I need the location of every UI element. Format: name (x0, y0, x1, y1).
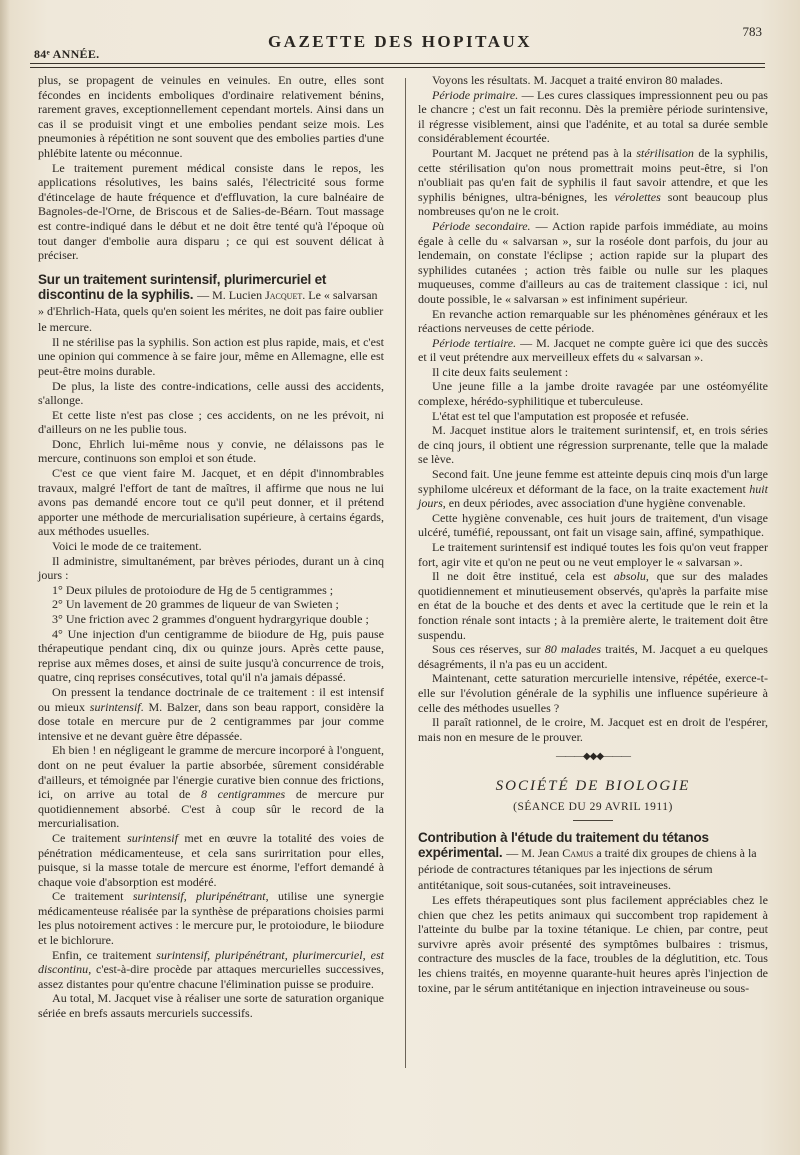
society-session-date: (SÉANCE DU 29 AVRIL 1911) (513, 800, 673, 813)
paragraph: L'état est tel que l'amputation est proposée et refusée. (432, 408, 689, 423)
text-run: Eh bien ! en négligeant le gramme de mercure incorporé à l'onguent, dont on ne peut évaluer la partie absorbée, sûrement considérable d'ailleurs, et témoignée par l'énergie curative bien connue des frictions, ici, on arrive au total de (38, 743, 384, 802)
paragraph: Maintenant, cette saturation mercurielle intensive, répétée, exerce-t-elle sur l'évolution générale de la syphilis une influence supérieure à celle des méthodes usuelles ? (418, 671, 768, 715)
journal-title: GAZETTE DES HOPITAUX (267, 32, 533, 51)
text-run: — Action rapide parfois immédiate, au moins égale à celle du « salvarsan », sur la roséole dont parfois, du jour au lendemain, on constate l'éclipse ; action rapide sur la plupart des syphilides cutanées ; action très faible ou nulle sur les plaques muqueuses, comme d'ailleurs au cas de traitement classique : ici, nul doute possible, le « salvarsan » est infiniment supérieur. (418, 218, 768, 306)
paragraph (418, 336, 768, 365)
page-number: 783 (742, 24, 762, 39)
emphasis: 80 malades (544, 642, 602, 657)
text-run: de la syphilis, cette stérilisation qu'on nous promettrait moins peut-être, si l'on n'oubliait pas qu'en fait de syphilis il faut savoir attendre, et que les syphilis bénignes, ultra-bénignes, les (418, 145, 768, 204)
paragraph: Au total, M. Jacquet vise à réaliser une sorte de saturation organique sériée en brefs assauts mercuriels successifs. (38, 991, 384, 1021)
paragraph: plus, se propagent de veinules en veinules. En outre, elles sont fécondes en incidents emboliques d'ordinaire relativement bénins, rarement graves, exceptionnellement cependant mortels. Ainsi dans un cas il se produisit vingt et une embolies pendant seize mois. Les pneumonies à répétition ne sont souvent que des embolies parties d'une phlébite latente ou méconnue. (38, 73, 384, 160)
text-run: , en deux périodes, avec association d'une hygiène convenable. (442, 496, 746, 511)
text-run: , que sur des malades quotidiennement et minutieusement observés, qu'après la parfaite mise en état de la bouche et des dents et avec la certitude que le rein et la fonction rénale sont intacts ; à la première alerte, le traitement doit être suspendu. (418, 569, 768, 642)
text-run: On pressent la tendance doctrinale de ce traitement : il est intensif ou mieux (38, 684, 384, 714)
article-author: M. Lucien (212, 287, 263, 302)
emphasis: vérolettes (614, 189, 661, 204)
text-run: Pourtant M. Jacquet ne prétend pas à la (432, 145, 637, 160)
text-run: Second fait. Une jeune femme est atteinte depuis cinq mois d'un large syphilome ulcéreux et déformant de la face, on la traite exactement (418, 467, 768, 496)
article-title: Contribution à l'étude du traitement du tétanos expérimental. (418, 830, 709, 861)
paragraph: Une jeune fille a la jambe droite ravagée par une ostéomyélite complexe, hérédo-syphilitique et tuberculeuse. (418, 379, 768, 409)
article-author-surname: Jacquet (265, 287, 303, 302)
paragraph: Il administre, simultanément, par brèves périodes, durant un à cinq jours : (38, 553, 384, 583)
paragraph (418, 467, 768, 511)
paragraph: Il paraît rationnel, de le croire, M. Jacquet est en droit de l'espérer, mais non en mesure de le prouver. (418, 715, 768, 744)
text-run: — Les cures classiques impressionnent peu ou pas le chancre ; c'est un fait reconnu. Dès la première période surintensive, il régresse visiblement, ainsi que l'adénite, et au total sa durée semble considérablement écourtée. (418, 87, 768, 146)
list-item: 1° Deux pilules de protoiodure de Hg de 5 centigrammes ; (52, 582, 334, 597)
paragraph (418, 569, 768, 642)
header-rule-bottom (30, 67, 765, 68)
header-rule-top (30, 63, 765, 64)
list-item: 3° Une friction avec 2 grammes d'onguent hydrargyrique double ; (52, 612, 369, 626)
section-short-rule (573, 820, 613, 821)
volume-year: 84ᵉ ANNÉE. (34, 47, 100, 61)
text-run: , c'est-à-dire procède par attaques mercurielles successives, assez distantes pour qu'entre chacune l'élimination puisse se produire. (38, 962, 384, 991)
section-ornament: ———◆◆◆——— (555, 751, 631, 763)
subheading: Période secondaire. (432, 218, 531, 233)
paragraph (38, 685, 384, 743)
paragraph (418, 88, 768, 146)
emphasis: 8 centigrammes (201, 787, 286, 802)
text-run: Sous ces réserves, sur (432, 642, 545, 657)
paragraph: Et cette liste n'est pas close ; ces accidents, on ne les prévoit, ni d'ailleurs on ne les publie tous. (38, 407, 384, 437)
text-run: — M. Jacquet ne compte guère ici que des succès et il veut prétendre aux merveilleux effets du « salvarsan ». (418, 335, 768, 365)
emphasis: absolu (613, 569, 646, 584)
article-title: Sur un traitement surintensif, plurimercuriel et discontinu de la syphilis. (38, 271, 327, 302)
article-heading: Contribution à l'étude du traitement du tétanos expérimental. — M. Jean Camus a traité dix groupes de chiens à la période de contractures tétaniques par les injections de sérum antitétanique, soit sous-cutanées, soit intraveineuses. (418, 830, 757, 893)
emphasis: huit jours (418, 481, 768, 511)
text-run: , utilise une synergie médicamenteuse réalisée par la synthèse de préparations choisies parmi les plus notoirement actives : le mercure pur, le protoiodure, le biiodure et le bichlorure. (38, 889, 385, 948)
text-run: Ce traitement (52, 830, 128, 845)
paragraph (418, 146, 768, 219)
paragraph: Il ne stérilise pas la syphilis. Son action est plus rapide, mais, et c'est une opinion qui commence à se faire jour, même en Allemagne, elle est peut-être moins durable. (38, 334, 384, 378)
paragraph: Donc, Ehrlich lui-même nous y convie, ne délaissons pas le mercure, continuons son emploi et son étude. (38, 436, 384, 466)
paragraph: Les effets thérapeutiques sont plus facilement appréciables chez le chien que chez les petits animaux qui succombent trop rapidement à l'atteinte du bulbe par la toxine tétanique. Le chien, par contre, peut survivre après avoir présenté des symptômes bulbaires : trismus, contracture des muscles de la face, troubles de la déglutition, etc. Tous les chiens traités, en moyenne quarante-huit heures après l'injection de toxine, par le sérum antitétanique en injection intraveineuse ou sous- (418, 893, 768, 995)
emphasis: surintensif, pluripénétrant (132, 889, 266, 904)
paragraph (38, 889, 384, 947)
article-lead: . Le « salvarsan » d'Ehrlich-Hata, quels qu'en soient les mérites, ne doit pas faire oublier le mercure. (38, 287, 384, 334)
society-section-title: SOCIÉTÉ DE BIOLOGIE (495, 777, 691, 794)
text-run: Ce traitement (52, 889, 133, 904)
emphasis: stérilisation (636, 145, 694, 160)
page-spine-shadow (0, 0, 10, 1155)
text-run: Il ne doit être institué, cela est (432, 569, 614, 584)
text-run: Enfin, ce traitement (52, 947, 157, 962)
paragraph: Cette hygiène convenable, ces huit jours de traitement, d'un visage ulcéré, tuméfié, repoussant, ont fait un visage sain, affiné, sympathique. (418, 510, 768, 540)
subheading: Période tertiaire. (432, 335, 517, 350)
paragraph: C'est ce que vient faire M. Jacquet, et en dépit d'innombrables travaux, malgré l'effort de tant de maîtres, il affirme que nous ne lui avons pas demandé encore tout ce qu'il peut donner, et il prétend apporter une méthode de mercurialisation supérieure, à certains égards, aux méthodes usuelles. (38, 466, 384, 539)
paragraph: Le traitement purement médical consiste dans le repos, les applications résolutives, les bains salés, l'électricité sous forme d'étincelage de haute fréquence et d'effluvation, la cure balnéaire de Bagnoles-de-l'Orne, de Briscous et de Salies-de-Béarn. Tout massage est contre-indiqué dans le début et ne doit être tenté qu'à l'époque où tout danger d'embolie aura disparu ; ce qui est souvent délicat à préciser. (38, 160, 384, 263)
paragraph (418, 219, 768, 307)
paragraph: Voyons les résultats. M. Jacquet a traité environ 80 malades. (432, 73, 723, 87)
text-run: . M. Balzer, dans son beau rapport, considère la dose totale en mercure pur de 2 centigrammes par jour comme intensive et ne devant guère être dépassée. (38, 699, 384, 743)
paragraph (418, 642, 768, 671)
paragraph (38, 948, 384, 992)
article-author-surname: Camus (562, 846, 594, 861)
article-author: M. Jean (521, 846, 560, 861)
subheading: Période primaire. (432, 87, 519, 102)
paragraph: Voici le mode de ce traitement. (52, 539, 202, 554)
paragraph: De plus, la liste des contre-indications, celle aussi des accidents, s'allonge. (38, 378, 384, 408)
list-item: 4° Une injection d'un centigramme de biiodure de Hg, puis pause thérapeutique pendant cinq, dix ou quinze jours. Après cette pause, reprise aux mêmes doses, et ainsi de suite jusqu'à concurrence de trois, quatre, cinq reprises consécutives, total qu'il n'a jamais dépassé. (38, 626, 384, 685)
paragraph: Le traitement surintensif est indiqué toutes les fois qu'on veut frapper fort, agir vite et qu'on ne peut ou ne veut employer le « salvarsan ». (418, 540, 768, 569)
paragraph (38, 831, 384, 889)
text-run: de mercure pur quotidiennement absorbé. C'est à coup sûr le record de la mercurialisation. (38, 787, 384, 831)
paragraph: En revanche action remarquable sur les phénomènes généraux et les réactions nerveuses de cette période. (418, 306, 768, 336)
paragraph (38, 743, 384, 831)
right-column (418, 73, 768, 995)
article-heading: Sur un traitement surintensif, plurimercuriel et discontinu de la syphilis. — M. Lucien Jacquet. Le « salvarsan » d'Ehrlich-Hata, quels qu'en soient les mérites, ne doit pas faire oublier le mercure. (38, 271, 384, 334)
emphasis: surintensif, pluripénétrant, plurimercuriel, est discontinu (38, 947, 384, 977)
left-column (38, 73, 384, 1021)
emphasis: surintensif (89, 699, 141, 714)
column-divider (405, 78, 406, 1068)
article-lead: a traité dix groupes de chiens à la période de contractures tétaniques par les injections de sérum antitétanique, soit sous-cutanées, soit intraveineuses. (418, 846, 757, 893)
emphasis: surintensif (127, 830, 178, 845)
list-item: 2° Un lavement de 20 grammes de liqueur de van Swieten ; (52, 597, 339, 612)
text-run: sont beaucoup plus nombreuses qu'on ne le croit. (418, 189, 768, 219)
text-run: traités, M. Jacquet a eu quelques désagréments, il n'a pas eu un accident. (418, 642, 768, 671)
paragraph: M. Jacquet institue alors le traitement surintensif, et, en trois séries de cinq jours, il obtient une régression surprenante, telle que la malade se lève. (418, 423, 768, 467)
paragraph: Il cite deux faits seulement : (432, 364, 569, 379)
text-run: met en œuvre la totalité des voies de pénétration médicamenteuse, et cela sans surirritation pour elles, puisque, si la masse totale de mercure est énorme, l'effort demandé à chaque voie d'absorption est modéré. (38, 830, 384, 889)
